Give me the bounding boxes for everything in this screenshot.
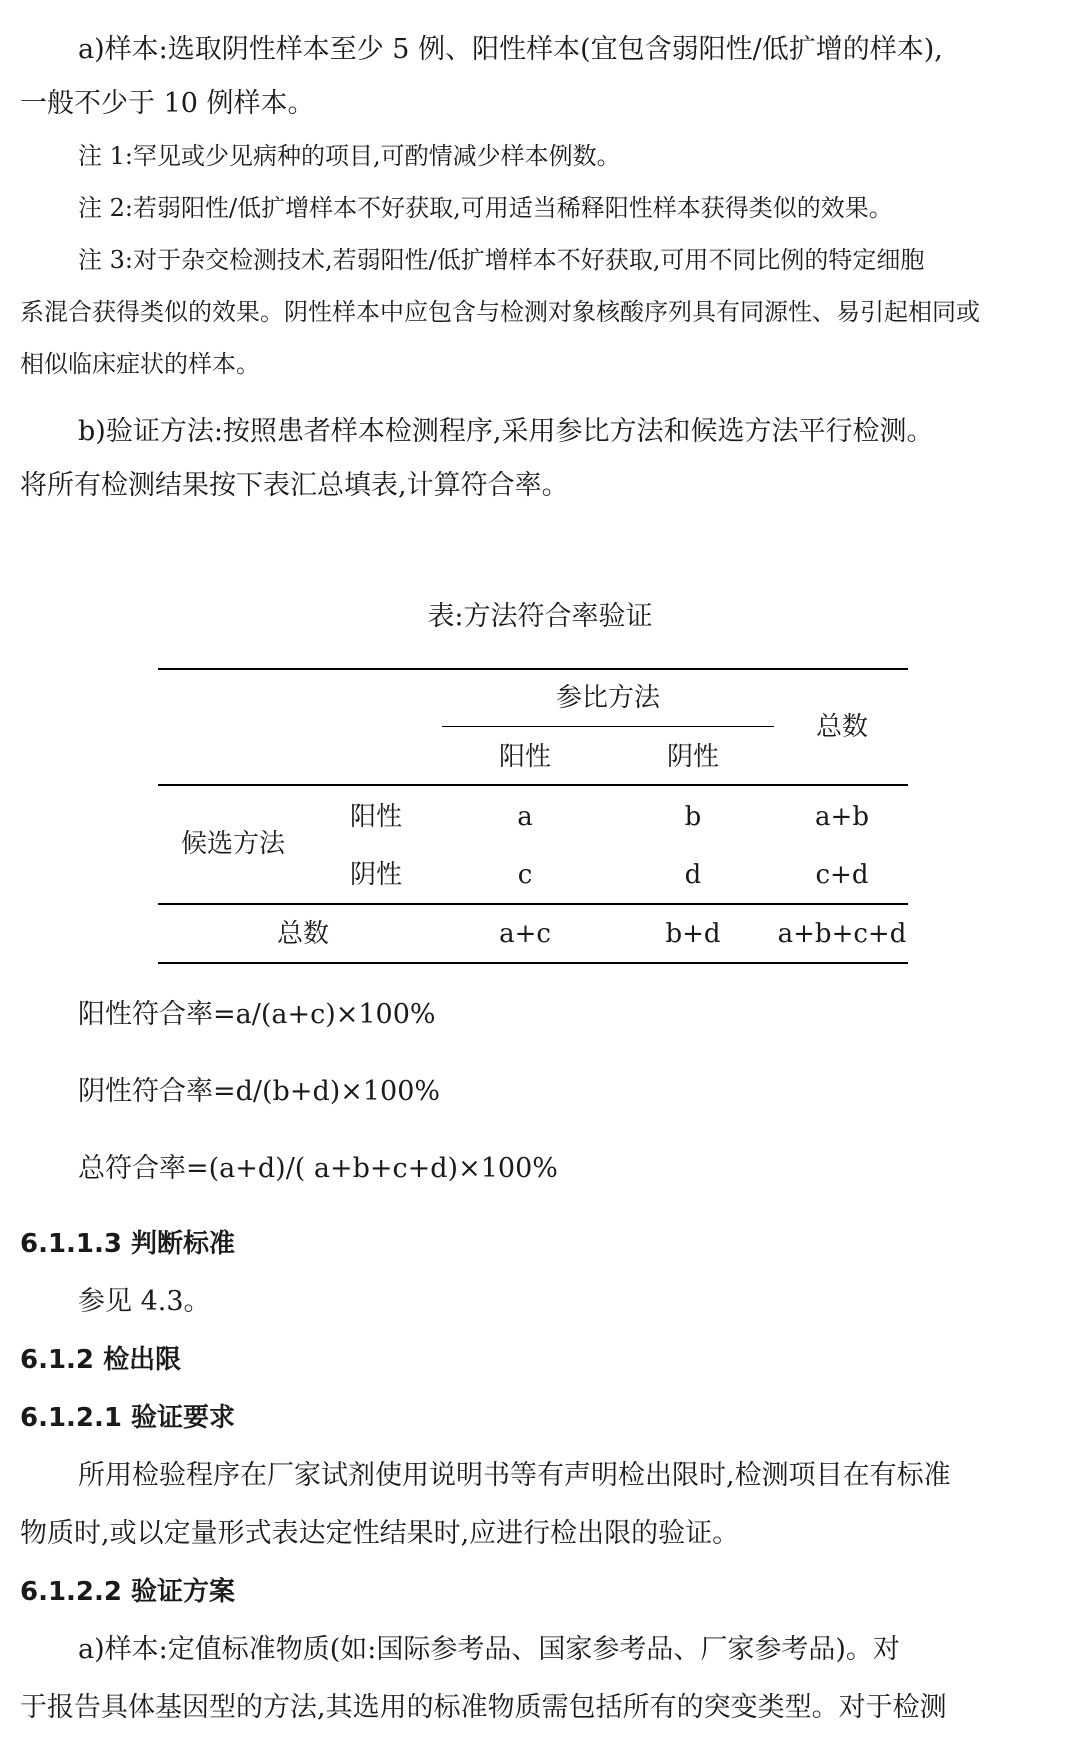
formula-total-agreement: 总符合率=(a+d)/( a+b+c+d)×100% — [78, 1153, 558, 1184]
note-2: 注 2:若弱阳性/低扩增样本不好获取,可用适当稀释阳性样本获得类似的效果。 — [78, 194, 893, 222]
heading-6-1-2: 6.1.2 检出限 — [20, 1345, 182, 1375]
header-ref-method: 参比方法 — [555, 683, 660, 713]
header-col-negative: 阴性 — [666, 742, 719, 772]
section-6-1-2-1-line1: 所用检验程序在厂家试剂使用说明书等有声明检出限时,检测项目在有标准 — [78, 1460, 951, 1491]
cell-grand-total: a+b+c+d — [777, 919, 907, 949]
cell-d: d — [684, 860, 702, 890]
para-a-line2: 一般不少于 10 例样本。 — [20, 88, 315, 119]
cell-c-plus-d: c+d — [815, 860, 869, 890]
note-3-line2: 系混合获得类似的效果。阴性样本中应包含与检测对象核酸序列具有同源性、易引起相同或 — [20, 298, 980, 326]
table-body-rule — [158, 903, 908, 905]
formula-positive-agreement: 阳性符合率=a/(a+c)×100% — [78, 999, 436, 1030]
table-bottom-rule — [158, 962, 908, 964]
row-negative-label: 阴性 — [349, 860, 402, 890]
row-header-candidate: 候选方法 — [180, 829, 285, 859]
para-b-line1: b)验证方法:按照患者样本检测程序,采用参比方法和候选方法平行检测。 — [78, 416, 934, 447]
table-header-rule — [158, 784, 908, 786]
section-6-1-2-1-line2: 物质时,或以定量形式表达定性结果时,应进行检出限的验证。 — [20, 1518, 740, 1549]
section-6-1-1-3-body: 参见 4.3。 — [78, 1286, 211, 1317]
row-positive-label: 阳性 — [349, 802, 402, 832]
table-caption: 表:方法符合率验证 — [427, 601, 653, 632]
cell-b: b — [684, 802, 702, 832]
formula-negative-agreement: 阴性符合率=d/(b+d)×100% — [78, 1076, 441, 1107]
cell-a-plus-b: a+b — [815, 802, 869, 832]
cell-c: c — [517, 860, 533, 890]
cell-b-plus-d: b+d — [665, 919, 721, 949]
note-3-line3: 相似临床症状的样本。 — [20, 350, 260, 378]
para-a-line1: a)样本:选取阴性样本至少 5 例、阳性样本(宜包含弱阳性/低扩增的样本), — [78, 34, 943, 65]
section-6-1-2-2-line1: a)样本:定值标准物质(如:国际参考品、国家参考品、厂家参考品)。对 — [78, 1634, 900, 1665]
header-total: 总数 — [815, 712, 868, 742]
heading-6-1-2-1: 6.1.2.1 验证要求 — [20, 1403, 236, 1433]
para-b-line2: 将所有检测结果按下表汇总填表,计算符合率。 — [20, 470, 569, 501]
row-total-label: 总数 — [276, 919, 329, 949]
note-3-line1: 注 3:对于杂交检测技术,若弱阳性/低扩增样本不好获取,可用不同比例的特定细胞 — [78, 246, 925, 274]
section-6-1-2-2-line2: 于报告具体基因型的方法,其选用的标准物质需包括所有的突变类型。对于检测 — [20, 1692, 947, 1723]
cell-a: a — [517, 802, 533, 832]
header-col-positive: 阳性 — [498, 742, 551, 772]
table-sub-rule — [442, 726, 774, 727]
table-top-rule — [158, 668, 908, 670]
heading-6-1-2-2: 6.1.2.2 验证方案 — [20, 1577, 236, 1607]
heading-6-1-1-3: 6.1.1.3 判断标准 — [20, 1229, 236, 1259]
note-1: 注 1:罕见或少见病种的项目,可酌情减少样本例数。 — [78, 142, 621, 170]
cell-a-plus-c: a+c — [499, 919, 551, 949]
